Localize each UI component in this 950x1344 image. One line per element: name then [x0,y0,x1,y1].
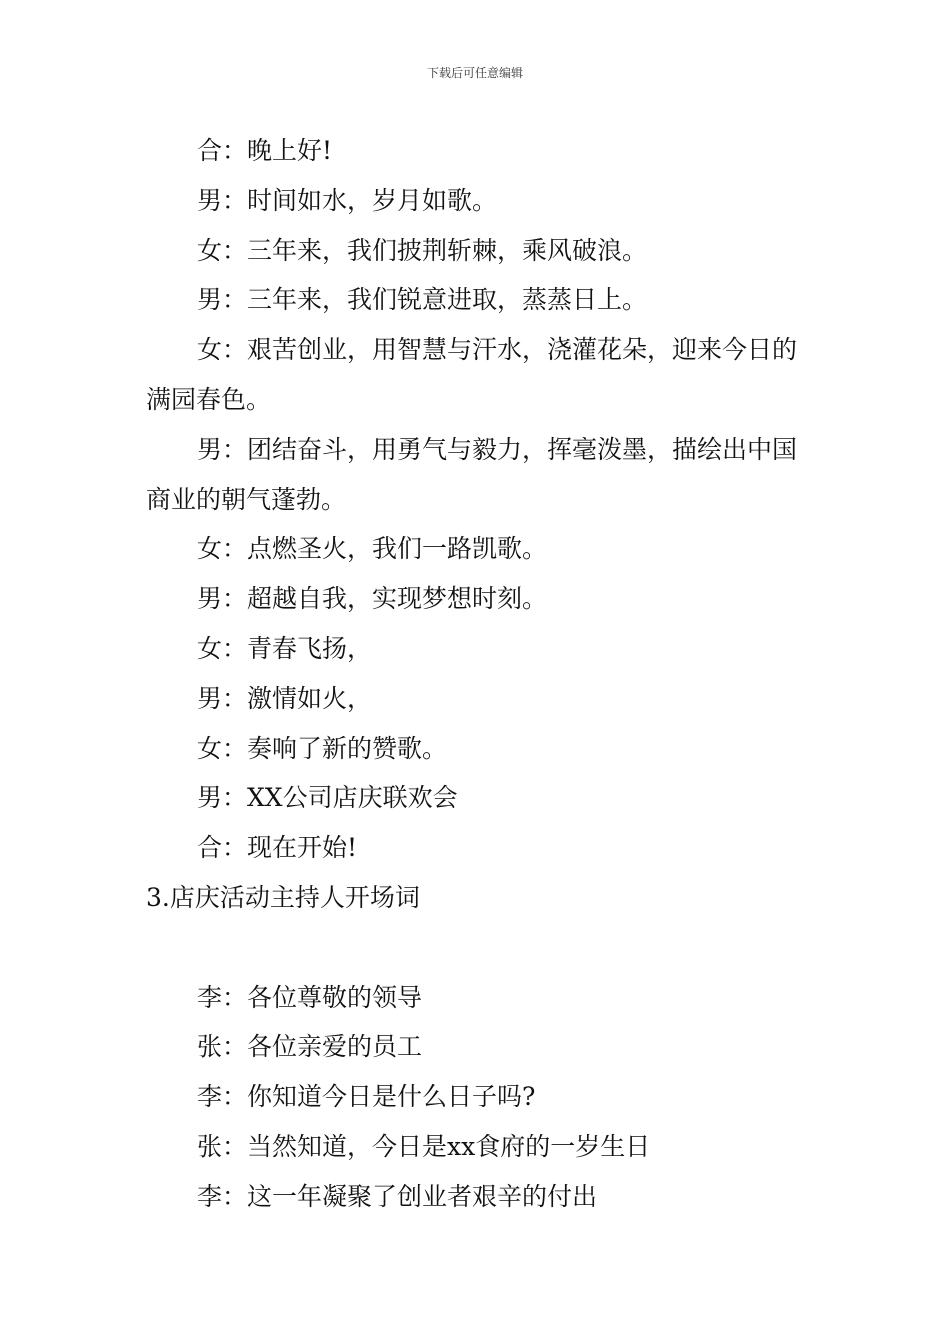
script-line: 女：奏响了新的赞歌。 [197,733,448,763]
page-header-note: 下载后可任意编辑 [426,66,523,80]
section-heading: 3.店庆活动主持人开场词 [146,882,420,912]
script-line: 李：这一年凝聚了创业者艰辛的付出 [197,1181,598,1211]
script-line: 女：青春飞扬， [197,633,373,663]
script-line: 男：超越自我，实现梦想时刻。 [197,584,548,614]
script-line: 李：你知道今日是什么日子吗? [197,1082,536,1112]
blank-line [146,923,811,973]
script-line: 李：各位尊敬的领导 [197,982,423,1012]
script-line: 男：激情如火， [197,683,373,713]
script-line: 张：当然知道，今日是xx食府的一岁生日 [197,1131,651,1161]
script-line: 男：时间如水，岁月如歌。 [197,185,498,215]
script-paragraph: 男：团结奋斗，用勇气与毅力，挥毫泼墨，描绘出中国商业的朝气蓬勃。 [146,434,798,514]
script-line: 女：点燃圣火，我们一路凯歌。 [197,534,548,564]
script-line: 男：三年来，我们锐意进取，蒸蒸日上。 [197,285,648,315]
script-line: 女：三年来，我们披荆斩棘，乘风破浪。 [197,235,648,265]
script-line: 合：晚上好! [197,136,333,165]
script-line: 张：各位亲爱的员工 [197,1032,423,1062]
script-line: 合：现在开始! [197,833,358,863]
script-paragraph: 女：艰苦创业，用智慧与汗水，浇灌花朵，迎来今日的满园春色。 [146,335,798,414]
script-line: 男：XX公司店庆联欢会 [197,783,458,813]
document-body [146,126,811,1222]
